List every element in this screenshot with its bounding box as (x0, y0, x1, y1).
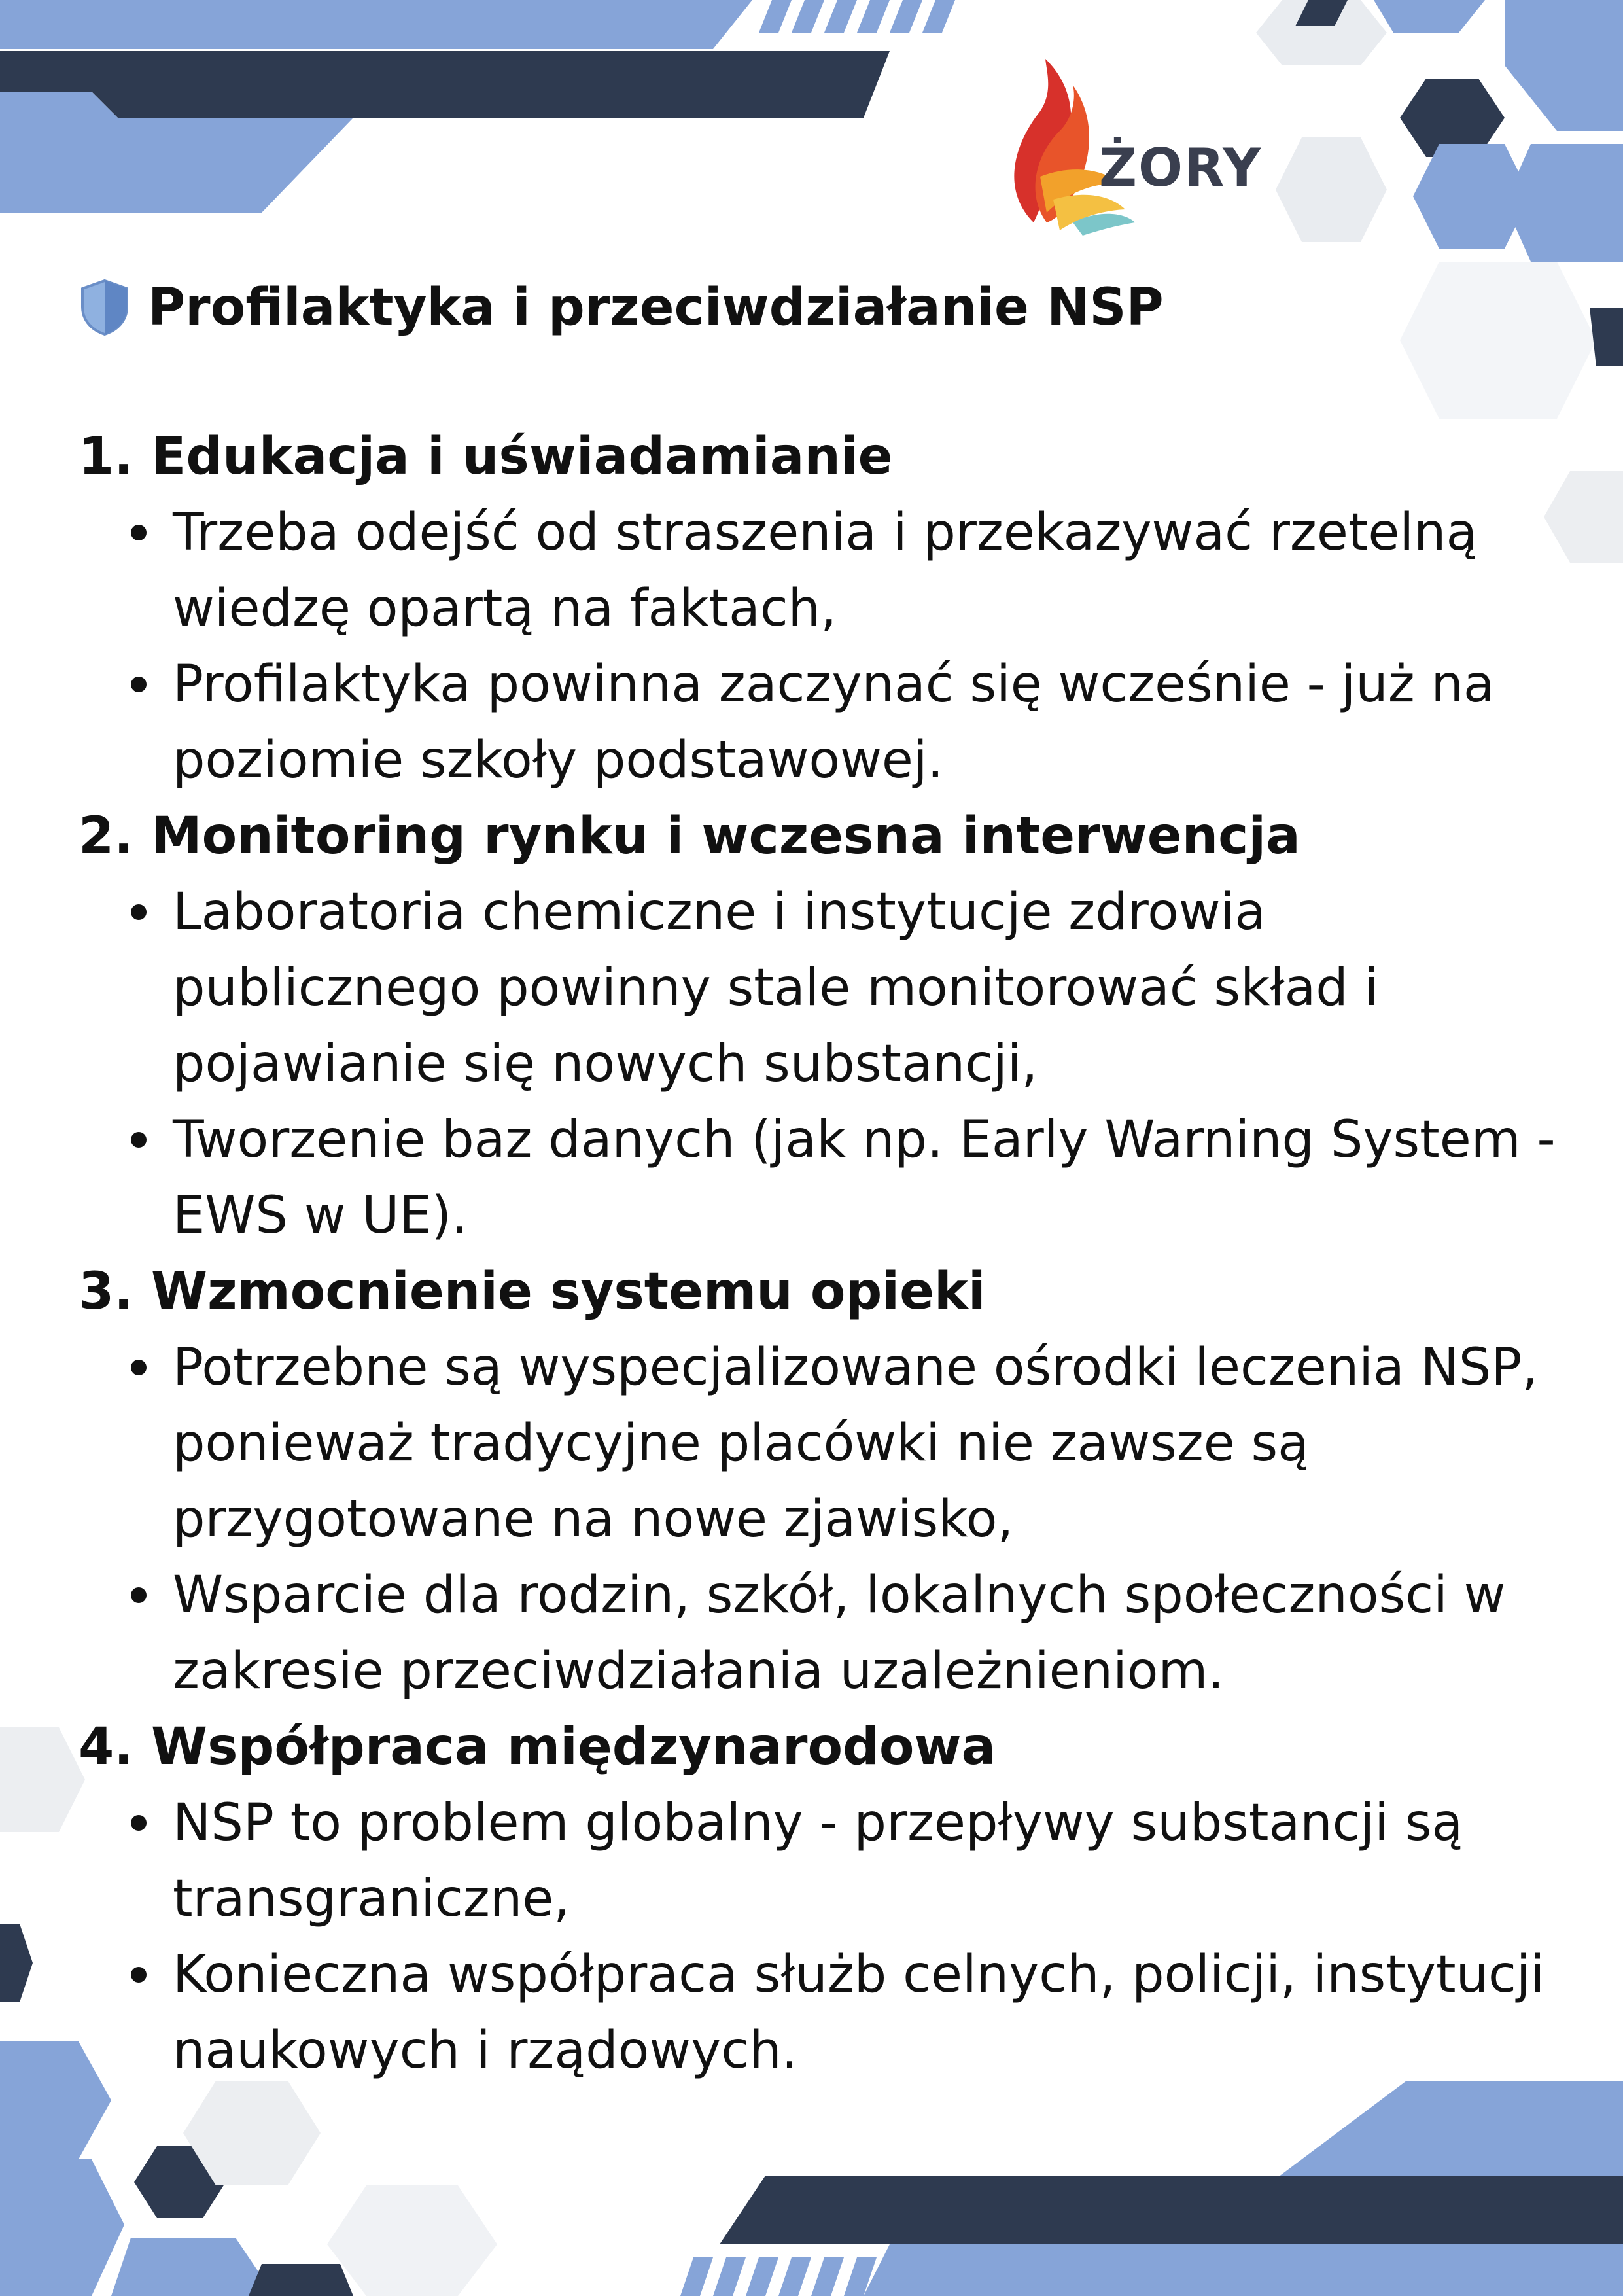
list-item (173, 1785, 1557, 1937)
bullet-list (79, 1785, 1557, 2089)
section-1 (79, 419, 1557, 798)
bottom-blue-wedge (1276, 2081, 1623, 2179)
list-item-text: Laboratoria chemiczne i instytucje zdrowia publicznego powinny stale monitorować skład i pojawianie się nowych substancji, (173, 883, 1379, 1093)
page-title-text: Profilaktyka i przeciwdziałanie NSP (148, 278, 1164, 337)
bullet-list (79, 874, 1557, 1254)
list-item (173, 1557, 1557, 1709)
list-item-text: Wsparcie dla rodzin, szkół, lokalnych społeczności w zakresie przeciwdziałania uzależnieniom. (173, 1566, 1506, 1701)
list-item-text: Potrzebne są wyspecjalizowane ośrodki leczenia NSP, ponieważ tradycyjne placówki nie zawsze są przygotowane na nowe zjawisko, (173, 1338, 1539, 1549)
bottom-blue-band (864, 2244, 1623, 2296)
bullet-list (79, 495, 1557, 798)
list-item (173, 1937, 1557, 2089)
list-item-text: Konieczna współpraca służb celnych, policji, instytucji naukowych i rządowych. (173, 1945, 1545, 2080)
top-blue-band (0, 0, 752, 49)
bullet-icon (131, 525, 147, 540)
list-item (173, 646, 1557, 798)
section-2 (79, 798, 1557, 1254)
bullet-icon (131, 904, 147, 920)
bullet-icon (131, 1967, 147, 1983)
bullet-icon (131, 1815, 147, 1831)
bullet-icon (131, 677, 147, 692)
list-item (173, 495, 1557, 646)
page-title (79, 275, 1557, 340)
list-item (173, 874, 1557, 1102)
list-item-text: NSP to problem globalny - przepływy substancji są transgraniczne, (173, 1793, 1463, 1928)
bullet-icon (131, 1132, 147, 1148)
section-heading: 3. Wzmocnienie systemu opieki (79, 1262, 986, 1321)
bullet-icon (131, 1360, 147, 1375)
bottom-navy-band (720, 2176, 1623, 2244)
shield-icon (79, 278, 131, 337)
list-item-text: Trzeba odejść od straszenia i przekazywać rzetelną wiedzę opartą na faktach, (173, 503, 1478, 638)
list-item (173, 1330, 1557, 1557)
section-heading: 1. Edukacja i uświadamianie (79, 427, 893, 486)
section-heading: 2. Monitoring rynku i wczesna interwencja (79, 807, 1300, 866)
section-4 (79, 1709, 1557, 2089)
top-blue-lower (0, 118, 353, 213)
document-body (79, 275, 1557, 2089)
section-3 (79, 1254, 1557, 1709)
top-stripes (759, 0, 792, 33)
list-item (173, 1102, 1557, 1254)
bullet-list (79, 1330, 1557, 1709)
bullet-icon (131, 1587, 147, 1603)
logo-text: ŻORY (1099, 137, 1263, 198)
top-navy-band (0, 51, 890, 118)
section-heading: 4. Współpraca międzynarodowa (79, 1718, 996, 1776)
list-item-text: Profilaktyka powinna zaczynać się wcześnie - już na poziomie szkoły podstawowej. (173, 655, 1495, 790)
list-item-text: Tworzenie baz danych (jak np. Early Warning System - EWS w UE). (173, 1110, 1556, 1245)
